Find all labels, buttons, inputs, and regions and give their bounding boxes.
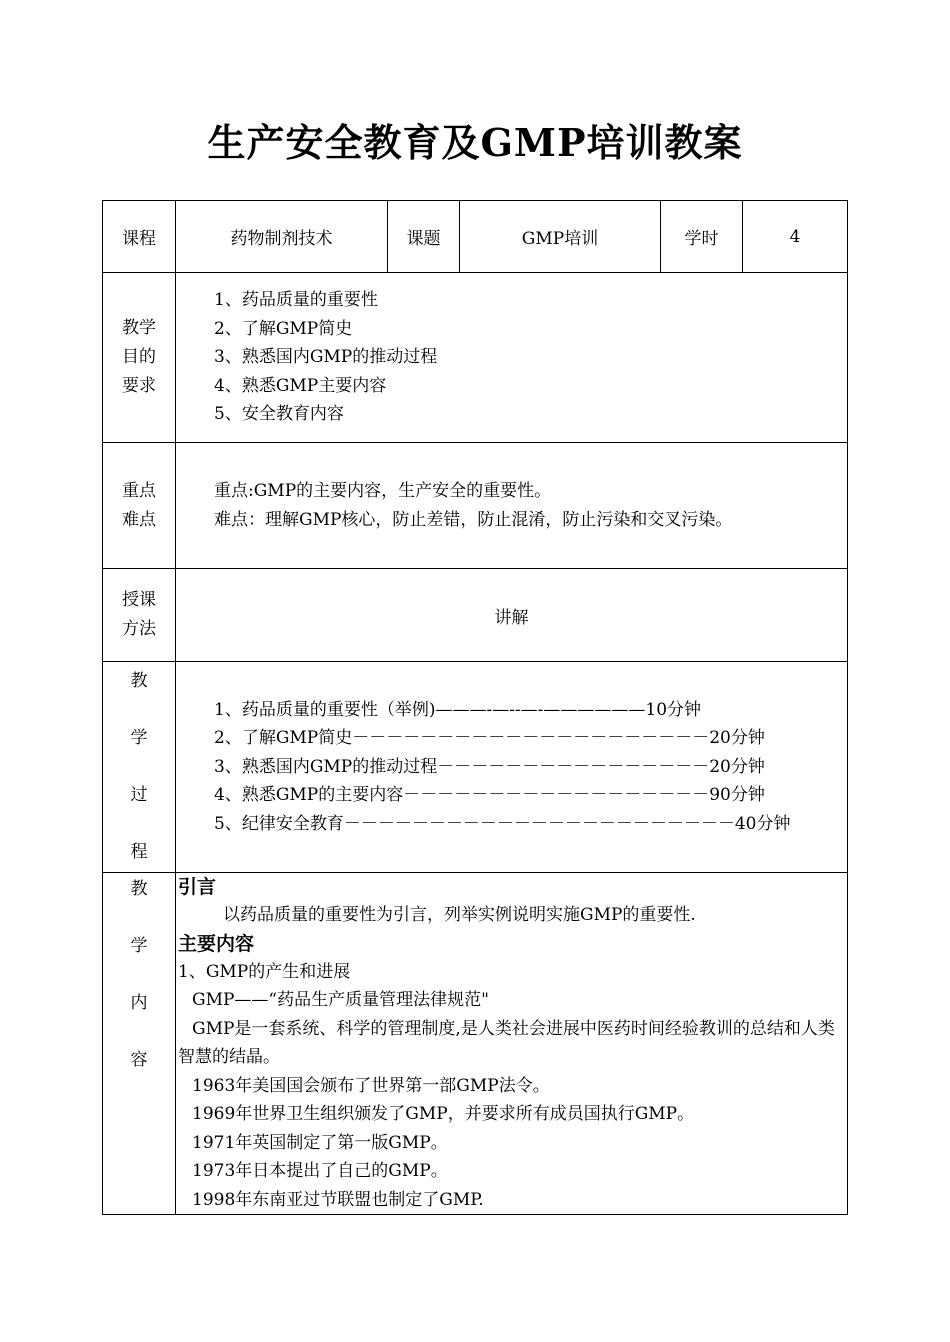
gmp-definition: GMP——“药品生产质量管理法律规范": [192, 990, 489, 1010]
content-label-char: 教: [130, 879, 148, 899]
content-body: [176, 873, 848, 1215]
difficult-point-text: 难点：理解GMP核心，防止差错，防止混淆，防止污染和交叉污染。: [214, 509, 733, 530]
objectives-label: [103, 273, 176, 443]
content-label: [103, 873, 176, 1215]
lesson-plan-table: [102, 200, 848, 1215]
intro-heading: 引言: [178, 876, 217, 898]
content-label-char: 学: [130, 936, 148, 956]
gmp-description: GMP是一套系统、科学的管理制度,是人类社会进展中医药时间经验教训的总结和人类智慧的结晶。: [178, 1018, 835, 1067]
course-label: 课程: [103, 201, 176, 273]
content-label-char: 内: [130, 993, 148, 1013]
hours-value: 4: [743, 201, 848, 273]
process-label-char: 过: [130, 785, 148, 806]
key-point-text: 重点:GMP的主要内容，生产安全的重要性。: [214, 481, 552, 501]
objective-item: 3、熟悉国内GMP的推动过程: [214, 347, 438, 368]
process-label-char: 程: [130, 842, 148, 863]
process-list: [176, 662, 848, 873]
process-label-char: 学: [130, 728, 148, 749]
header-row: [103, 201, 848, 273]
key-points-label-text: 重点难点: [122, 480, 156, 530]
content-label-char: 容: [130, 1050, 148, 1070]
process-item: 1、药品质量的重要性（举例)———-—--—-——————10分钟: [214, 699, 702, 720]
key-points-body: [176, 443, 848, 569]
section-heading: 1、GMP的产生和进展: [178, 961, 351, 982]
history-item: 1969年世界卫生组织颁发了GMP，并要求所有成员国执行GMP。: [192, 1104, 695, 1124]
history-item: 1973年日本提出了自己的GMP。: [192, 1161, 448, 1181]
method-value: 讲解: [176, 569, 848, 662]
method-label: [103, 569, 176, 662]
intro-text: 以药品质量的重要性为引言，列举实例说明实施GMP的重要性.: [223, 905, 696, 925]
key-points-row: [103, 443, 848, 569]
key-points-label: [103, 443, 176, 569]
process-row: [103, 662, 848, 873]
method-label-text: 授课方法: [122, 590, 156, 639]
objective-item: 2、了解GMP简史: [214, 318, 353, 339]
process-item: 5、纪律安全教育－－－－－－－－－－－－－－－－－－－－－－－40分钟: [214, 813, 791, 834]
document-title: 生产安全教育及GMP培训教案: [207, 120, 743, 165]
content-row: [103, 873, 848, 1215]
history-item: 1971年英国制定了第一版GMP。: [192, 1132, 448, 1153]
main-heading: 主要内容: [178, 932, 255, 955]
hours-label: 学时: [661, 201, 743, 273]
topic-value: GMP培训: [460, 201, 661, 273]
method-row: [103, 569, 848, 662]
process-item: 2、了解GMP简史－－－－－－－－－－－－－－－－－－－－－20分钟: [214, 728, 765, 749]
objectives-label-text: 教学目的要求: [122, 318, 156, 396]
objectives-list: [176, 273, 848, 443]
objectives-row: [103, 273, 848, 443]
course-value: 药物制剂技术: [176, 201, 388, 273]
process-item: 3、熟悉国内GMP的推动过程－－－－－－－－－－－－－－－－20分钟: [214, 756, 765, 777]
process-label: [103, 662, 176, 873]
objective-item: 1、药品质量的重要性: [214, 290, 378, 311]
objective-item: 4、熟悉GMP主要内容: [214, 375, 387, 396]
history-item: 1998年东南亚过节联盟也制定了GMP.: [192, 1189, 484, 1210]
process-label-char: 教: [130, 671, 148, 692]
process-item: 4、熟悉GMP的主要内容－－－－－－－－－－－－－－－－－－90分钟: [214, 785, 765, 806]
objective-item: 5、安全教育内容: [214, 404, 344, 425]
topic-label: 课题: [388, 201, 460, 273]
history-item: 1963年美国国会颁布了世界第一部GMP法令。: [192, 1075, 550, 1096]
